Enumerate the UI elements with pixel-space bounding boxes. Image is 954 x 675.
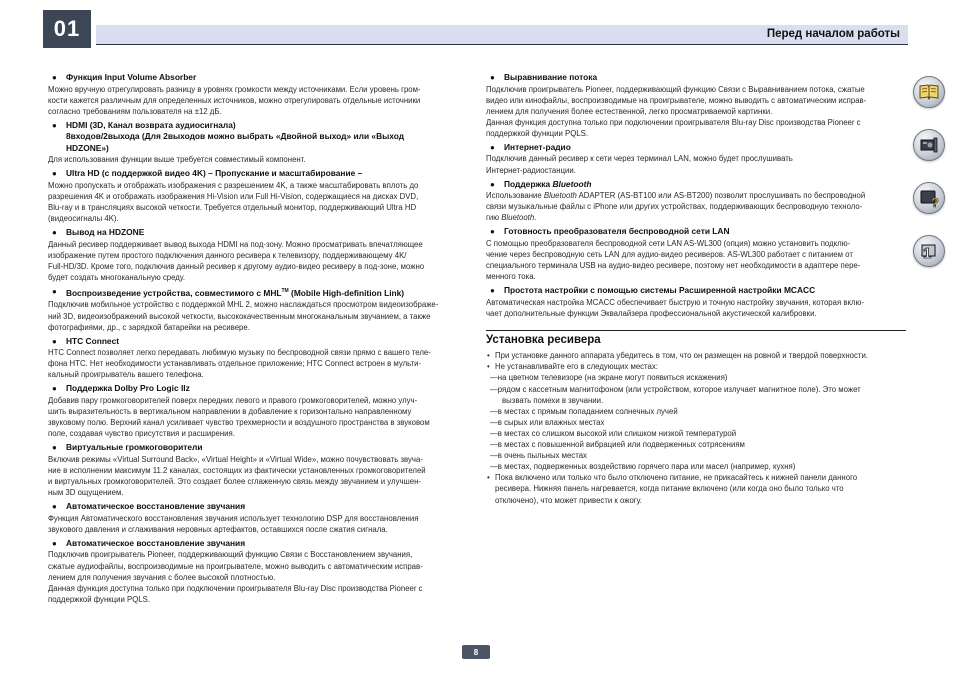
feature-title	[486, 285, 906, 297]
description-line: ний 3D, видеоизображений высокой четкости, высококачественным многоканальным звучанием, а также	[48, 311, 431, 321]
bullet-icon: ●	[490, 142, 495, 152]
description-line: звуковому полю. Верхний канал усиливает чувство трехмерности и воздушного пространства в звуковом	[48, 418, 430, 428]
place-item	[486, 428, 906, 439]
feature-title-line: 8входов/2выхода (Для 2выходов можно выбрать «Двойной выход» или «Выход	[66, 131, 405, 142]
book-icon[interactable]	[913, 76, 945, 108]
installation-bullet: • Не устанавливайте его в следующих местах:	[487, 362, 658, 372]
place-text: —в сырых или влажных местах	[490, 417, 605, 427]
description-text: .	[534, 213, 537, 223]
feature-title-text: Простота настройки с помощью системы Расширенной настройки MCACC	[504, 285, 816, 296]
feature-description	[48, 395, 468, 439]
description-line: шить выразительность в вертикальном направлении в добавление к горизонтально направленному	[48, 407, 412, 417]
bullet-icon: ●	[490, 179, 495, 189]
description-line	[486, 212, 906, 223]
place-text: —на цветном телевизоре (на экране могут появиться искажения)	[490, 373, 728, 383]
feature-title-text: Выравнивание потока	[504, 72, 598, 82]
description-line: чение через беспроводную сеть LAN для аудио-видео ресиверов. AS-WL300 работает с питанием от	[486, 250, 853, 260]
feature-title	[48, 227, 468, 239]
description-line: Подключив данный ресивер к сети через терминал LAN, можно будет прослушивать	[486, 154, 793, 164]
description-line: Добавив пару громкоговорителей поверх передних левого и правого громкоговорителей, можно улуч-	[48, 395, 418, 405]
description-line: кости кажется различным для определенных источников, можно отрегулировать отдельные источники	[48, 95, 421, 105]
feature-description	[486, 297, 906, 319]
feature-title-text: Вывод на HDZONE	[66, 227, 145, 238]
description-line: Интернет-радиостанции.	[486, 165, 576, 175]
description-line: Данная функция доступна только при подключении проигрывателя Blu-ray Disc производства Pioneer с	[486, 117, 861, 127]
bullet-icon: ●	[52, 336, 57, 346]
feature-description	[486, 153, 906, 175]
feature-title	[48, 120, 468, 155]
description-text: связи музыкальные файлы с iPhone или других устройствах, поддерживающих беспроводную техноло-	[486, 202, 863, 212]
feature-title-text: Автоматическое восстановление звучания	[66, 501, 246, 512]
bullet-icon: ●	[52, 538, 57, 548]
bullet-icon: ●	[490, 286, 495, 296]
chapter-number: 01	[43, 10, 91, 48]
feature-description	[48, 84, 468, 117]
description-line: Функция Автоматического восстановления звучания использует технологию DSP для восстановления	[48, 513, 419, 523]
description-line: согласно требованиям пользователя на ±12 дБ.	[48, 106, 222, 116]
description-line: Для использования функции выше требуется совместимый компонент.	[48, 155, 306, 165]
description-line: фотографиями, др., с зарядкой батарейки на ресивере.	[48, 322, 250, 332]
description-text: Использование	[486, 191, 544, 201]
bullet-icon: ●	[490, 227, 495, 237]
header-bar	[96, 25, 908, 45]
feature-title-line: HDMI (3D, Канал возврата аудиосигнала)	[66, 119, 236, 130]
description-line: менного тока.	[486, 272, 536, 282]
trademark-sup: TM	[281, 288, 289, 295]
bullet-icon: ●	[52, 287, 57, 297]
page-number: 8	[462, 645, 490, 659]
description-line: кальный проигрыватель вашего телефона.	[48, 370, 204, 380]
description-line: Автоматическая настройка MCACC обеспечивает быструю и точную настройку звучания, которая вклю-	[486, 297, 864, 307]
help-icon[interactable]	[913, 182, 945, 214]
feature-title	[486, 226, 906, 238]
place-item	[486, 384, 906, 406]
bullet-icon: ●	[52, 73, 57, 82]
installation-title: Установка ресивера	[486, 334, 601, 347]
description-line: сжатые аудиофайлы, воспроизводимые на проигрывателе, можно выводить с автоматическим исправ-	[48, 561, 423, 571]
feature-description	[48, 154, 468, 165]
description-line: Подключив проигрыватель Pioneer, поддерживающий функцию Связи с Восстановлением звучания,	[48, 550, 413, 560]
feature-description	[48, 549, 468, 604]
place-item	[486, 372, 906, 383]
svg-text:1: 1	[923, 245, 932, 262]
description-line: видео или кинофайлы, воспроизводимые на проигрывателе, можно выводить с автоматическим исправ-	[486, 95, 867, 105]
description-text: ADAPTER (AS-BT100 или AS-BT200) позволит прослушивать по беспроводной	[576, 191, 866, 201]
feature-description	[48, 239, 468, 283]
feature-description	[486, 84, 906, 139]
description-line: Данная функция доступна только при подключении проигрывателя Blu-ray Disc производства Pioneer с	[48, 583, 423, 593]
feature-title	[486, 142, 906, 154]
svg-text:?: ?	[931, 195, 939, 209]
bullet-icon: ●	[52, 120, 57, 130]
feature-title-text: Автоматическое восстановление звучания	[66, 537, 246, 548]
description-line: лением для получения более естественной, легко просматриваемой картинки.	[486, 106, 773, 116]
place-item	[486, 406, 906, 417]
description-text: гию	[486, 213, 502, 223]
installation-bullet: • Пока включено или только что было отключено питание, не прикасайтесь к нижней панели данного ресивера. Нижняя панель нагревается, когда питание включено (или когда оно было только что отключено), что может привести к ожогу.	[487, 473, 858, 505]
quick-start-icon[interactable]	[913, 235, 945, 267]
place-item	[486, 417, 906, 428]
place-text: —в местах со слишком высокой или слишком низкой температурой	[490, 428, 737, 438]
description-line: Включив режимы «Virtual Surround Back», «Virtual Height» и «Virtual Wide», можно почувствовать звуча-	[48, 454, 423, 464]
description-line: и виртуальных громкоговорителей. Это создает более сглаженную связь между звучанием и улучшен-	[48, 477, 422, 487]
description-line: чает дополнительные функции Эквалайзера профессиональной акустической калибровки.	[486, 308, 817, 318]
feature-title	[48, 286, 468, 299]
place-text: —в очень пыльных местах	[490, 451, 587, 461]
feature-description	[48, 347, 468, 380]
places-list	[486, 372, 906, 472]
feature-title-text: Функция Input Volume Absorber	[66, 72, 197, 82]
description-line: разрешения 4K и отображать изображения Hi-Vision или Full Hi-Vision, содержащиеся на дисках DVD,	[48, 191, 419, 201]
description-line: Данный ресивер поддерживает вывод выхода HDMI на под-зону. Можно просматривать впечатляющее	[48, 239, 423, 249]
description-line: поле, создавая чувство присутствия и расширения.	[48, 429, 235, 439]
description-line: специального терминала USB на аудио-видео ресивере, поэтому нет необходимости в адаптере пере-	[486, 261, 861, 271]
side-navigation	[913, 76, 947, 288]
place-item	[486, 461, 906, 472]
bullet-icon: ●	[490, 73, 495, 82]
feature-title-line: HDZONE»)	[66, 142, 109, 153]
feature-title-text: HTC Connect	[66, 335, 120, 346]
feature-title-text: Виртуальные громкоговорители	[66, 442, 203, 453]
place-text: —в местах, подверженных воздействию горячего пара или масел (например, кухня)	[490, 462, 796, 472]
section-divider	[486, 330, 906, 331]
description-line: поддержкой функции PQLS.	[48, 594, 150, 604]
feature-description	[486, 190, 906, 223]
place-item	[486, 450, 906, 461]
description-line: С помощью преобразователя беспроводной сети LAN AS-WL300 (опция) можно установить подклю-	[486, 238, 851, 248]
description-line: будет создать многоканальную среду.	[48, 273, 186, 283]
bullet-icon: ●	[52, 443, 57, 453]
description-line: поддержкой функции PQLS.	[486, 128, 588, 138]
feature-title	[48, 383, 468, 395]
description-line: Можно вручную отрегулировать разницу в уровнях громкости между источниками. Если уровень гром-	[48, 84, 421, 94]
feature-description	[48, 180, 468, 224]
feature-title-text: Готовность преобразователя беспроводной сети LAN	[504, 226, 730, 237]
feature-title-text: Интернет-радио	[504, 141, 571, 152]
description-line: Можно пропускать и отображать изображения с разрешением 4K, а также масштабировать вплоть до	[48, 180, 419, 190]
feature-title	[48, 72, 468, 84]
description-italic: Bluetooth	[501, 213, 535, 223]
feature-title	[48, 168, 468, 180]
description-line: фона HTC. Нет необходимости устанавливать отдельное приложение; HTC Connect встроен в мульти-	[48, 359, 422, 369]
place-text: —в местах с повышенной вибрацией или подверженных сотрясениям	[490, 440, 745, 450]
description-line: Full-HD/3D. Кроме того, подключив данный ресивер к другому аудио-видео ресиверу в под-зоне, можно	[48, 261, 425, 271]
feature-description	[486, 238, 906, 282]
feature-title-italic: Bluetooth	[552, 178, 592, 189]
description-line: Подключив мобильное устройство с поддержкой MHL 2, можно наслаждаться просмотром видеоизображе-	[48, 300, 439, 310]
description-line: HTC Connect позволяет легко передавать любимую музыку по беспроводной связи прямо с вашего теле-	[48, 348, 431, 358]
place-text: —в местах с прямым попаданием солнечных лучей	[490, 406, 678, 416]
feature-title-text: Поддержка	[504, 178, 553, 189]
description-line: ние в исполнении максимум 11.2 каналах, состоящих из фактически установленных громкоговорителей	[48, 465, 426, 475]
description-line: лением для получения звучания с более высокой плотностью.	[48, 572, 276, 582]
description-line: ным 3D ощущением.	[48, 488, 124, 498]
feature-title-text: Поддержка Dolby Pro Logic IIz	[66, 383, 190, 394]
receiver-icon[interactable]	[913, 129, 945, 161]
installation-bullet: • При установке данного аппарата убедитесь в том, что он размещен на ровной и твердой поверхности.	[487, 351, 869, 361]
bullet-icon: ●	[52, 502, 57, 512]
section-title: Перед началом работы	[766, 28, 900, 40]
description-line: (видеосигналы 4K).	[48, 214, 119, 224]
feature-description	[48, 454, 468, 498]
feature-description	[48, 299, 468, 332]
right-column	[486, 72, 906, 506]
feature-title-text: (Mobile High-definition Link)	[288, 287, 405, 298]
place-text: —рядом с кассетным магнитофоном (или устройством, которое излучает магнитное поле). Это может	[490, 384, 861, 394]
feature-title	[48, 538, 468, 550]
feature-title	[486, 179, 906, 191]
bullet-icon: ●	[52, 169, 57, 179]
feature-description	[48, 513, 468, 535]
feature-title	[48, 442, 468, 454]
description-line: Blu-ray и в трансляциях высокой четкости. Требуется отдельный монитор, поддерживающий Ultra HD	[48, 203, 417, 213]
place-text: вызвать помехи в звучании.	[502, 395, 604, 405]
left-column	[48, 72, 468, 608]
description-line: изображение путем простого подключения данного ресивера к телевизору, поддерживающему 4K/	[48, 250, 407, 260]
place-item	[486, 439, 906, 450]
description-line: Подключив проигрыватель Pioneer, поддерживающий функцию Связи с Выравниванием потока, сжатые	[486, 84, 865, 94]
bullet-icon: ●	[52, 384, 57, 394]
description-line: звукового давления и сглаживания неровных артефактов, оставшихся после сжатия сигнала.	[48, 524, 388, 534]
feature-title	[48, 336, 468, 348]
description-italic: Bluetooth	[543, 191, 577, 201]
feature-title	[48, 501, 468, 513]
feature-title	[486, 72, 906, 84]
bullet-icon: ●	[52, 228, 57, 238]
feature-title-text: Воспроизведение устройства, совместимого с MHL	[66, 287, 282, 298]
description-line	[486, 201, 906, 212]
feature-title-text: Ultra HD (с поддержкой видео 4K) – Пропускание и масштабирование –	[66, 168, 363, 179]
description-line	[486, 190, 906, 201]
